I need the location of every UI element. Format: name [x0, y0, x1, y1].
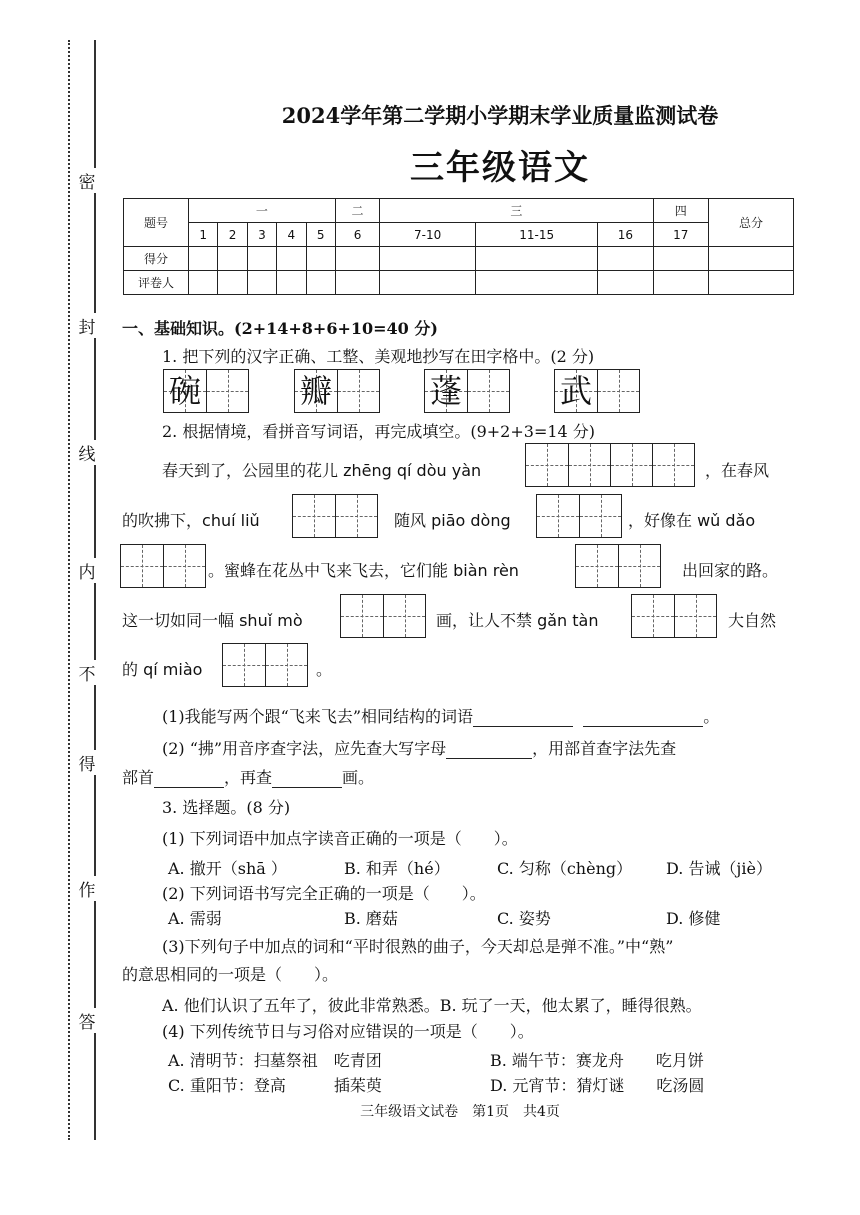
exam-subject: 三年级语文 [410, 148, 590, 188]
choice-option[interactable]: B. 端午节：赛龙舟 吃月饼 [490, 1051, 704, 1070]
sample-char: 武 [559, 372, 592, 410]
score-cell[interactable] [277, 247, 306, 271]
tianzige-box[interactable] [424, 369, 510, 413]
sample-char: 碗 [168, 372, 201, 410]
passage-text [122, 508, 260, 531]
header-section-4: 四 [653, 199, 708, 223]
pinyin: biàn rèn [453, 561, 519, 580]
answer-blank[interactable] [583, 726, 703, 727]
choice-option[interactable]: D. 修健 [666, 909, 721, 928]
pinyin: zhēng qí dòu yàn [343, 461, 482, 480]
answer-grid[interactable] [536, 494, 622, 538]
answer-grid[interactable] [525, 443, 695, 487]
pinyin: qí miào [143, 660, 203, 679]
score-cell[interactable] [380, 247, 476, 271]
score-cell[interactable] [335, 247, 379, 271]
score-cell[interactable] [306, 247, 335, 271]
binding-solid-line [94, 40, 96, 1140]
choice-question: (1) 下列词语中加点字读音正确的一项是（ ）。 [162, 829, 518, 848]
question-number: 16 [598, 223, 653, 247]
answer-grid[interactable] [631, 594, 717, 638]
header-total: 总分 [709, 199, 794, 247]
choice-option[interactable]: C. 重阳节：登高 插茱萸 [168, 1076, 382, 1095]
seal-char: 封 [76, 313, 98, 338]
sub-question-2 [162, 736, 676, 759]
seal-char: 得 [76, 750, 98, 775]
choice-option[interactable]: B. 磨菇 [344, 909, 398, 928]
passage-text [162, 458, 481, 481]
question-number: 11-15 [476, 223, 598, 247]
choice-option[interactable]: A. 清明节：扫墓祭祖 吃青团 [168, 1051, 382, 1070]
score-cell[interactable] [476, 247, 598, 271]
question-number: 5 [306, 223, 335, 247]
grader-cell[interactable] [653, 271, 708, 295]
choice-option[interactable]: A. 他们认识了五年了，彼此非常熟悉。B. 玩了一天，他太累了，睡得很熟。 [162, 996, 702, 1015]
passage-segment: 春天到了，公园里的花儿 [162, 461, 344, 480]
section-heading: 一、基础知识。(2+14+8+6+10=40 分) [122, 319, 438, 338]
score-table [123, 198, 794, 295]
passage-text [208, 558, 519, 581]
score-cell[interactable] [189, 247, 218, 271]
passage-segment: 的 [122, 660, 144, 679]
seal-char: 答 [76, 1008, 98, 1033]
answer-blank[interactable] [446, 758, 532, 759]
sub-question-text: ，再查 [224, 768, 273, 787]
passage-segment: 的吹拂下， [122, 511, 203, 530]
passage-segment: 。 [316, 660, 333, 679]
sub-question-text: (1)我能写两个跟“飞来飞去”相同结构的词语 [162, 707, 474, 726]
passage-segment: 出回家的路。 [682, 561, 779, 580]
question-number: 6 [335, 223, 379, 247]
grader-cell[interactable] [709, 271, 794, 295]
passage-segment: 。蜜蜂在花丛中飞来飞去，它们能 [208, 561, 454, 580]
choice-option[interactable]: B. 和弄（hé） [344, 859, 450, 878]
grader-cell[interactable] [277, 271, 306, 295]
sub-question-end: 。 [703, 707, 720, 726]
question-number: 17 [653, 223, 708, 247]
answer-grid[interactable] [340, 594, 426, 638]
question-number: 4 [277, 223, 306, 247]
passage-segment: ，好像在 [628, 511, 698, 530]
score-cell[interactable] [653, 247, 708, 271]
total-score-cell[interactable] [709, 247, 794, 271]
grader-cell[interactable] [218, 271, 247, 295]
sub-question-text: (2) “拂”用音序查字法，应先查大写字母 [162, 739, 447, 758]
answer-blank[interactable] [154, 787, 224, 788]
pinyin: shuǐ mò [239, 611, 303, 630]
passage-text [394, 508, 511, 531]
tianzige-box[interactable] [554, 369, 640, 413]
question-number: 7-10 [380, 223, 476, 247]
seal-char: 内 [76, 558, 98, 583]
choice-option[interactable]: A. 需弱 [168, 909, 222, 928]
exam-title: 2024学年第二学期小学期末学业质量监测试卷 [281, 103, 719, 128]
question-1-text: 1. 把下列的汉字正确、工整、美观地抄写在田字格中。(2 分) [162, 347, 595, 366]
sub-question-text: ，用部首查字法先查 [532, 739, 677, 758]
sample-char: 瓣 [299, 372, 332, 410]
passage-text [628, 508, 755, 531]
grader-cell[interactable] [598, 271, 653, 295]
pinyin: gǎn tàn [537, 611, 599, 630]
choice-question: 的意思相同的一项是（ ）。 [122, 965, 339, 984]
sub-question-1 [162, 704, 719, 727]
answer-grid[interactable] [222, 643, 308, 687]
sample-char: 蓬 [429, 372, 462, 410]
page-footer: 三年级语文试卷 第1页 共4页 [360, 1104, 560, 1120]
answer-blank[interactable] [473, 726, 573, 727]
header-section-1: 一 [189, 199, 336, 223]
question-number: 1 [189, 223, 218, 247]
binding-dotted-line [68, 40, 70, 1140]
question-number: 2 [218, 223, 247, 247]
row-label-score: 得分 [124, 247, 189, 271]
sub-question-2-cont [122, 765, 374, 788]
grader-cell[interactable] [306, 271, 335, 295]
choice-option[interactable]: C. 匀称（chèng） [497, 859, 633, 878]
grader-cell[interactable] [189, 271, 218, 295]
question-2-text: 2. 根据情境，看拼音写词语，再完成填空。(9+2+3=14 分) [162, 422, 596, 441]
choice-option[interactable]: C. 姿势 [497, 909, 551, 928]
header-section-3: 三 [380, 199, 653, 223]
score-cell[interactable] [598, 247, 653, 271]
answer-blank[interactable] [272, 787, 342, 788]
header-section-2: 二 [335, 199, 379, 223]
choice-question: (2) 下列词语书写完全正确的一项是（ ）。 [162, 884, 486, 903]
grader-cell[interactable] [247, 271, 276, 295]
pinyin: wǔ dǎo [697, 511, 756, 530]
passage-text [122, 657, 202, 680]
seal-char: 密 [76, 168, 98, 193]
seal-char: 作 [76, 876, 98, 901]
sub-question-text: 部首 [122, 768, 155, 787]
grader-cell[interactable] [335, 271, 379, 295]
question-3-text: 3. 选择题。(8 分) [162, 798, 291, 817]
question-number: 3 [247, 223, 276, 247]
passage-segment: 随风 [394, 511, 432, 530]
tianzige-box[interactable] [294, 369, 380, 413]
passage-segment: ，在春风 [705, 461, 770, 480]
grader-cell[interactable] [380, 271, 476, 295]
answer-grid[interactable] [120, 544, 206, 588]
pinyin: piāo dòng [431, 511, 511, 530]
answer-grid[interactable] [292, 494, 378, 538]
seal-char: 不 [76, 660, 98, 685]
choice-option[interactable]: D. 元宵节：猜灯谜 吃汤圆 [490, 1076, 705, 1095]
choice-question: (4) 下列传统节日与习俗对应错误的一项是（ ）。 [162, 1022, 534, 1041]
choice-question: (3)下列句子中加点的词和“平时很熟的曲子，今天却总是弹不准。”中“熟” [162, 937, 674, 956]
seal-char: 线 [76, 440, 98, 465]
pinyin: chuí liǔ [202, 511, 260, 530]
score-cell[interactable] [247, 247, 276, 271]
score-cell[interactable] [218, 247, 247, 271]
passage-text [436, 608, 599, 631]
sub-question-text: 画。 [342, 768, 375, 787]
header-tihao: 题号 [124, 199, 189, 247]
choice-option[interactable]: A. 撤开（shā ） [168, 859, 287, 878]
passage-text [122, 608, 303, 631]
tianzige-box[interactable] [163, 369, 249, 413]
row-label-grader: 评卷人 [124, 271, 189, 295]
passage-segment: 这一切如同一幅 [122, 611, 240, 630]
choice-option[interactable]: D. 告诫（jiè） [666, 859, 772, 878]
passage-segment: 大自然 [728, 611, 777, 630]
answer-grid[interactable] [575, 544, 661, 588]
grader-cell[interactable] [476, 271, 598, 295]
passage-segment: 画，让人不禁 [436, 611, 538, 630]
